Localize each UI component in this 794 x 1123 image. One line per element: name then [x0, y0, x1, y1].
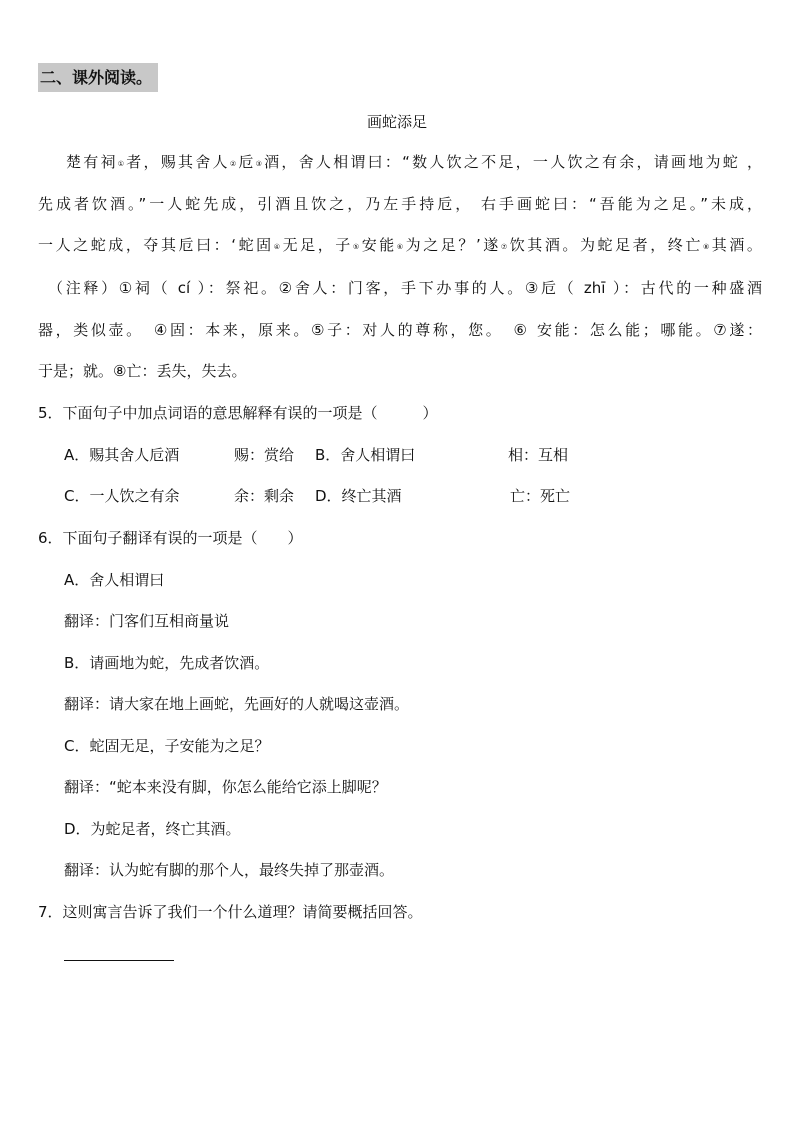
q5-option-d: D．终亡其酒 [315, 487, 402, 505]
story-line-3: 一人之蛇成，夺其卮曰：‘蛇固④无足，子⑤安能⑥为之足？’遂⑦饮其酒。为蛇足者，终亡⑧其酒。 [38, 236, 762, 254]
q5-stem: 5．下面句子中加点词语的意思解释有误的一项是（ ） [38, 404, 438, 422]
q5-option-a: A．赐其舍人卮酒 [64, 446, 180, 464]
notes-line-3: 于是；就。⑧亡：丢失，失去。 [38, 362, 247, 380]
q6-item-d-sentence: D．为蛇足者，终亡其酒。 [64, 820, 241, 838]
notes-line-2: 器，类似壶。 ④固：本来，原来。⑤子：对人的尊称，您。 ⑥ 安能：怎么能；哪能。⑦遂： [38, 321, 762, 339]
q7-answer-line[interactable] [64, 960, 174, 961]
q5-option-d-gloss: 亡：死亡 [510, 487, 571, 505]
q5-option-a-gloss: 赐：赏给 [234, 446, 295, 464]
q5-option-b-gloss: 相：互相 [508, 446, 569, 464]
q5-option-b: B．舍人相谓曰 [315, 446, 416, 464]
q6-item-a-sentence: A．舍人相谓曰 [64, 571, 165, 589]
section-heading: 二、课外阅读。 [38, 63, 158, 92]
story-title: 画蛇添足 [366, 113, 427, 131]
q5-option-c-gloss: 余：剩余 [234, 487, 295, 505]
q5-option-c: C．一人饮之有余 [64, 487, 180, 505]
q6-item-c-sentence: C．蛇固无足，子安能为之足？ [64, 737, 270, 755]
notes-line-1: （注释）①祠（ cí ）：祭祀。②舍人：门客，手下办事的人。③卮（ zhī ）：古代的一种盛酒 [48, 279, 762, 297]
q7-stem: 7．这则寓言告诉了我们一个什么道理？请简要概括回答。 [38, 903, 423, 921]
q6-item-c-translation: 翻译：“蛇本来没有脚，你怎么能给它添上脚呢？ [64, 778, 387, 796]
q6-item-b-translation: 翻译：请大家在地上画蛇，先画好的人就喝这壶酒。 [64, 695, 410, 713]
q6-item-b-sentence: B．请画地为蛇，先成者饮酒。 [64, 654, 270, 672]
story-line-2: 先成者饮酒。”一人蛇先成，引酒且饮之，乃左手持卮， 右手画蛇曰：“吾能为之足。”未成， [38, 195, 762, 213]
story-line-1: 楚有祠①者，赐其舍人②卮③酒，舍人相谓曰：“数人饮之不足，一人饮之有余，请画地为蛇 ， [66, 153, 762, 171]
q6-stem: 6．下面句子翻译有误的一项是（ ） [38, 529, 303, 547]
q6-item-a-translation: 翻译：门客们互相商量说 [64, 612, 230, 630]
q6-item-d-translation: 翻译：认为蛇有脚的那个人，最终失掉了那壶酒。 [64, 861, 395, 879]
